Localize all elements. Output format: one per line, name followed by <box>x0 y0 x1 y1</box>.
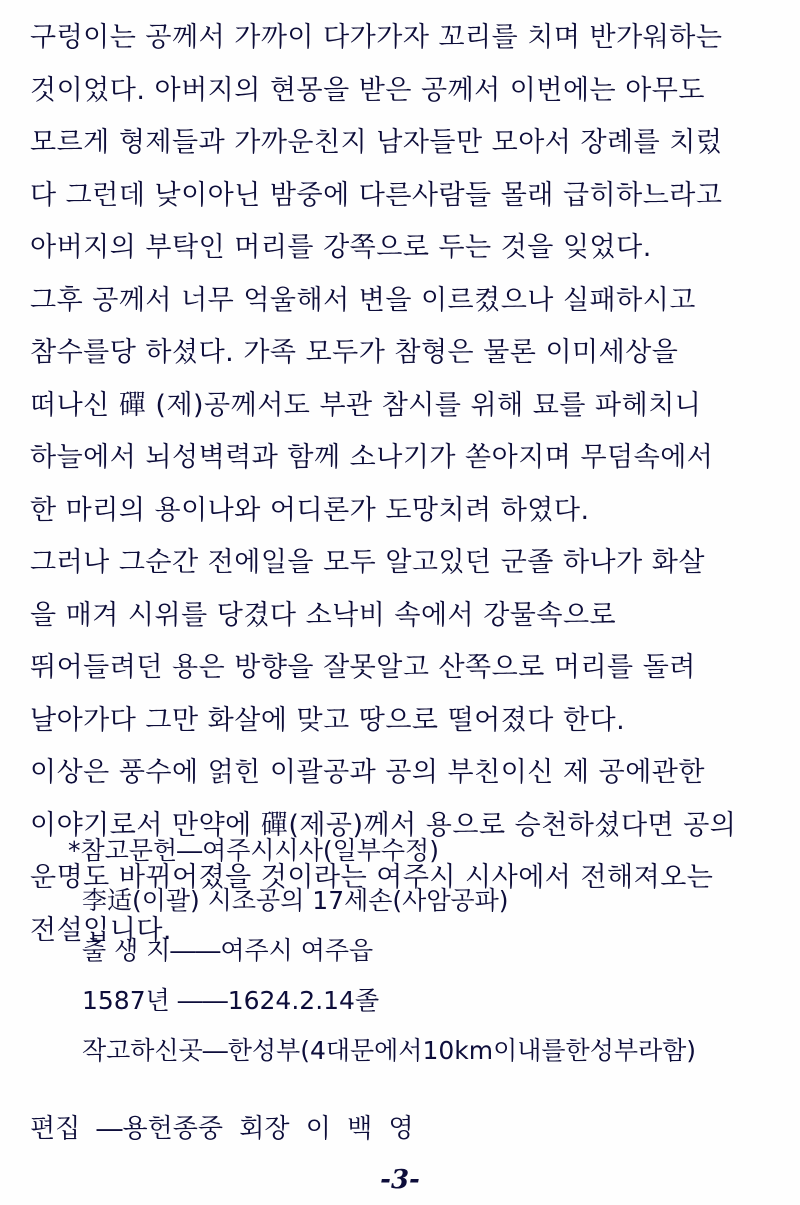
editor-credit: 편집 ―용헌종중 회장 이 백 영 <box>30 1114 414 1144</box>
body-line: 모르게 형제들과 가까운친지 남자들만 모아서 장례를 치렀 <box>30 127 723 158</box>
body-line: 을 매겨 시위를 당겼다 소낙비 속에서 강물속으로 <box>30 599 617 631</box>
body-text <box>30 12 780 957</box>
reference-line: 출 생 지――여주시 여주읍 <box>82 936 374 965</box>
reference-line: 1587년 ――1624.2.14졸 <box>82 986 380 1015</box>
reference-section <box>68 826 780 1076</box>
page-number: -3- <box>380 1165 420 1195</box>
body-line: 한 마리의 용이나와 어디론가 도망치려 하였다. <box>30 494 590 526</box>
body-line: 아버지의 부탁인 머리를 강쪽으로 두는 것을 잊었다. <box>30 232 652 263</box>
reference-line: 李适(이괄) 시조공의 17세손(사암공파) <box>82 886 509 915</box>
body-line: 뛰어들려던 용은 방향을 잘못알고 산쪽으로 머리를 돌려 <box>30 652 696 683</box>
body-line: 떠나신 磾 (제)공께서도 부관 참시를 위해 묘를 파헤치니 <box>30 389 702 421</box>
reference-line: *참고문헌―여주시시사(일부수정) <box>68 836 439 865</box>
body-line: 이야기로서 만약에 磾(제공)께서 용으로 승천하셨다면 공의 <box>30 809 737 841</box>
body-line: 다 그런데 낮이아닌 밤중에 다른사람들 몰래 급히하느라고 <box>30 179 723 211</box>
body-line: 그후 공께서 너무 억울해서 변을 이르켰으나 실패하시고 <box>30 284 696 316</box>
body-line: 참수를당 하셨다. 가족 모두가 참형은 물론 이미세상을 <box>30 337 679 368</box>
body-line: 것이었다. 아버지의 현몽을 받은 공께서 이번에는 아무도 <box>30 74 705 106</box>
body-line: 그러나 그순간 전에일을 모두 알고있던 군졸 하나가 화살 <box>30 547 705 578</box>
reference-line: 작고하신곳―한성부(4대문에서10km이내를한성부라함) <box>82 1036 697 1065</box>
body-line: 운명도 바뀌어졌을 것이라는 여주시 시사에서 전해져오는 <box>30 862 714 893</box>
body-line: 구렁이는 공께서 가까이 다가가자 꼬리를 치며 반가워하는 <box>30 22 723 53</box>
body-line: 전설입니다. <box>30 914 172 946</box>
body-line: 날아가다 그만 화살에 맞고 땅으로 떨어졌다 한다. <box>30 704 626 736</box>
body-line: 이상은 풍수에 얽힌 이괄공과 공의 부친이신 제 공에관한 <box>30 757 705 788</box>
body-line: 하늘에서 뇌성벽력과 함께 소나기가 쏟아지며 무덤속에서 <box>30 442 714 473</box>
